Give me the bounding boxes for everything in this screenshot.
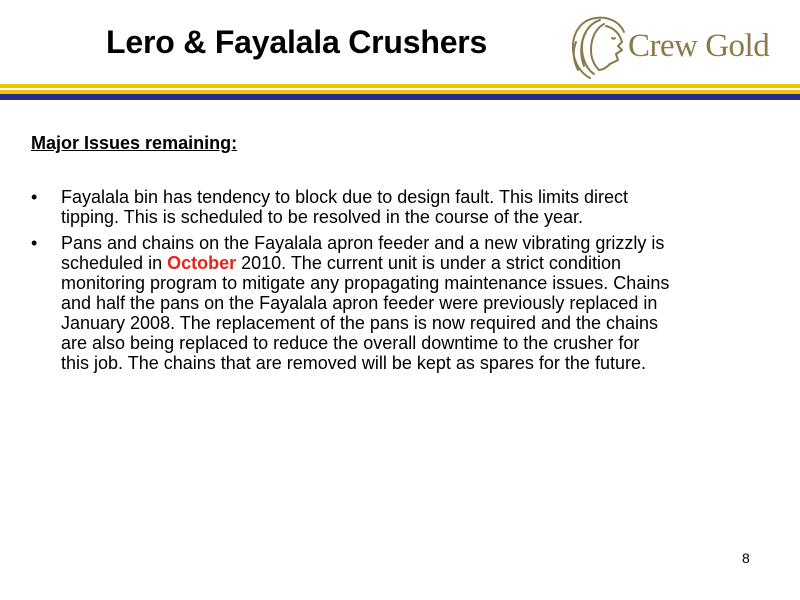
crew-gold-logo — [566, 12, 786, 82]
bullet-text-after: 2010. The current unit is under a strict condition monitoring program to mitigate any propagating maintenance issues. Chains and half the pans on the Fayalala apron feeder were previously replaced in January 2008. The replacement of the pans is now required and the chains are also being replaced to reduce the overall downtime to the crusher for this job. The chains that are removed will be kept as spares for the future. — [61, 253, 670, 373]
header-divider-band — [0, 84, 800, 100]
logo-text: Crew Gold — [628, 28, 770, 64]
section-heading: Major Issues remaining: — [31, 133, 238, 153]
bullet-text-before: Pans and chains on the Fayalala apron feeder and a new vibrating grizzly is scheduled in — [61, 233, 665, 273]
bullet-list — [31, 187, 671, 379]
bullet-item — [31, 187, 671, 227]
bullet-dot: • — [31, 233, 38, 253]
bullet-dot: • — [31, 187, 38, 207]
page-number: 8 — [742, 550, 750, 566]
bullet-item — [31, 233, 671, 373]
slide-title: Lero & Fayalala Crushers — [106, 24, 488, 60]
lion-head-icon — [566, 12, 628, 82]
bullet-text: Fayalala bin has tendency to block due to design fault. This limits direct tipping. This is scheduled to be resolved in the course of the year. — [61, 187, 628, 227]
highlight-month: October — [167, 253, 237, 273]
